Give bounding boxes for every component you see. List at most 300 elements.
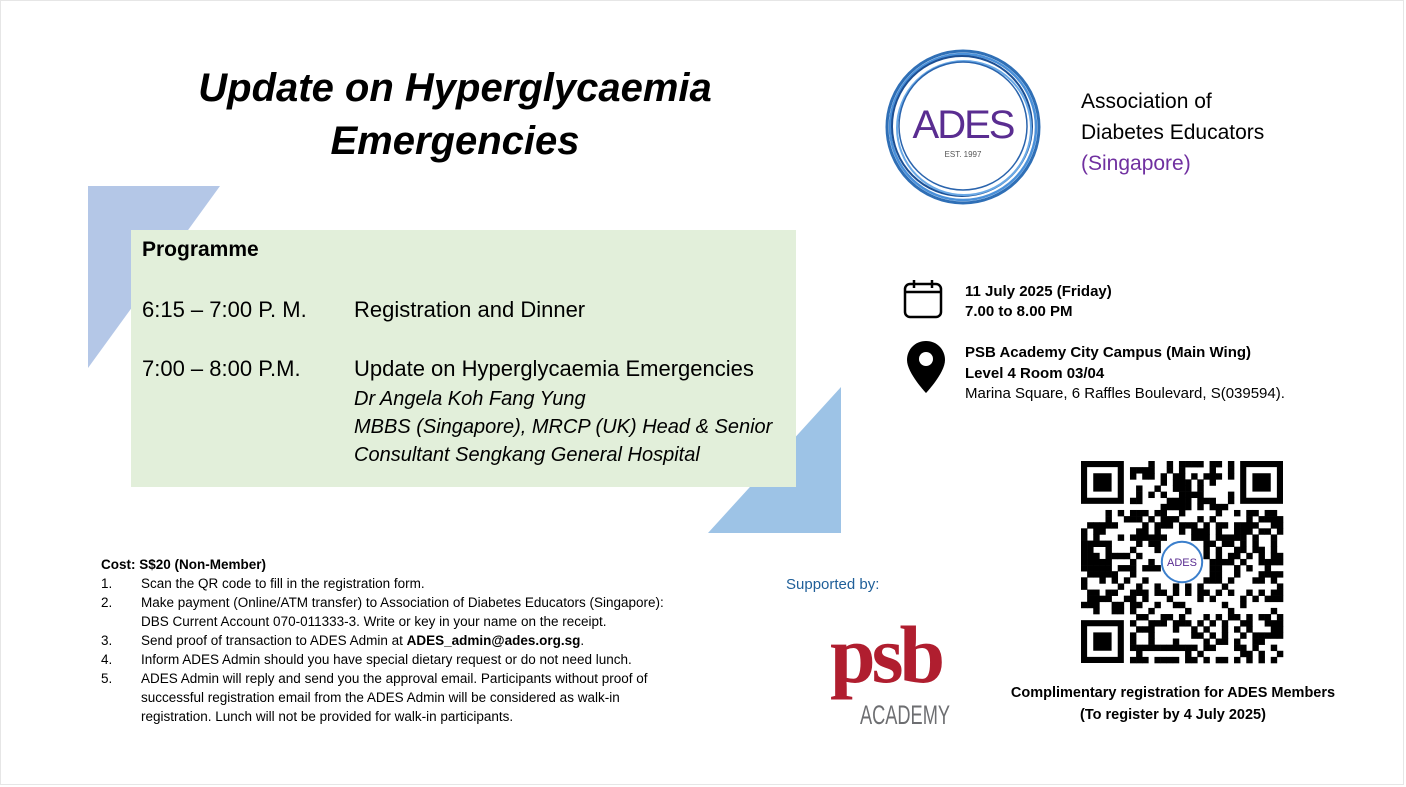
qr-module	[1167, 516, 1173, 522]
qr-module	[1112, 590, 1118, 596]
qr-module	[1112, 571, 1118, 577]
qr-module	[1173, 485, 1179, 491]
qr-module	[1130, 565, 1136, 571]
qr-module	[1271, 590, 1277, 596]
qr-module	[1210, 632, 1216, 638]
qr-module	[1197, 498, 1203, 504]
qr-module	[1246, 651, 1252, 657]
qr-module	[1142, 614, 1148, 620]
event-venue: PSB Academy City Campus (Main Wing)	[965, 344, 1252, 361]
qr-module	[1161, 516, 1167, 522]
qr-module	[1234, 553, 1240, 559]
qr-module	[1259, 632, 1265, 638]
qr-module	[1136, 583, 1142, 589]
qr-module	[1179, 479, 1185, 485]
qr-module	[1087, 559, 1093, 565]
qr-module	[1228, 590, 1234, 596]
qr-module	[1093, 571, 1099, 577]
qr-module	[1216, 510, 1222, 516]
organization-name-line-2: Diabetes Educators	[1081, 121, 1265, 144]
qr-module	[1081, 547, 1087, 553]
qr-module	[1148, 534, 1154, 540]
qr-module	[1271, 510, 1277, 516]
qr-module	[1118, 553, 1124, 559]
qr-module	[1240, 620, 1246, 626]
qr-module	[1093, 602, 1099, 608]
qr-module	[1210, 504, 1216, 510]
qr-module	[1216, 553, 1222, 559]
qr-module	[1173, 626, 1179, 632]
qr-module	[1210, 565, 1216, 571]
qr-module	[1271, 626, 1277, 632]
registration-qr-code[interactable]	[1081, 461, 1283, 663]
qr-module	[1265, 565, 1271, 571]
qr-module	[1271, 632, 1277, 638]
cost-section	[101, 555, 741, 726]
qr-module	[1179, 485, 1185, 491]
qr-module	[1099, 577, 1105, 583]
qr-module	[1197, 528, 1203, 534]
qr-module	[1271, 620, 1277, 626]
qr-module	[1277, 522, 1283, 528]
qr-module	[1173, 602, 1179, 608]
qr-module	[1179, 645, 1185, 651]
cost-title: Cost: S$20 (Non-Member)	[101, 557, 267, 572]
step-text: Scan the QR code to fill in the registration form.	[141, 576, 425, 591]
calendar-icon	[903, 279, 943, 319]
qr-module	[1259, 577, 1265, 583]
ades-logo-text: ADES	[912, 103, 1014, 147]
qr-module	[1185, 522, 1191, 528]
qr-module	[1246, 614, 1252, 620]
qr-module	[1105, 596, 1111, 602]
qr-module	[1197, 534, 1203, 540]
qr-module	[1216, 657, 1222, 663]
qr-module	[1185, 645, 1191, 651]
qr-module	[1142, 467, 1148, 473]
qr-module	[1228, 473, 1234, 479]
qr-module	[1265, 516, 1271, 522]
qr-module	[1259, 657, 1265, 663]
qr-module	[1154, 645, 1160, 651]
qr-module	[1081, 565, 1087, 571]
qr-module	[1246, 553, 1252, 559]
event-date: 11 July 2025 (Friday)	[965, 283, 1112, 300]
qr-module	[1252, 645, 1258, 651]
map-pin-icon	[906, 340, 946, 394]
qr-module	[1185, 651, 1191, 657]
qr-module	[1210, 596, 1216, 602]
qr-module	[1228, 492, 1234, 498]
qr-module	[1277, 626, 1283, 632]
qr-module	[1136, 528, 1142, 534]
speaker-credentials-1: MBBS (Singapore), MRCP (UK) Head & Senior	[354, 416, 773, 438]
qr-module	[1203, 528, 1209, 534]
qr-module	[1124, 516, 1130, 522]
qr-module	[1148, 626, 1154, 632]
qr-module	[1234, 534, 1240, 540]
qr-module	[1118, 510, 1124, 516]
qr-module	[1216, 559, 1222, 565]
qr-module	[1210, 461, 1216, 467]
qr-module	[1154, 534, 1160, 540]
qr-module	[1081, 553, 1087, 559]
qr-module	[1277, 528, 1283, 534]
qr-module	[1265, 596, 1271, 602]
qr-module	[1112, 577, 1118, 583]
qr-module	[1191, 522, 1197, 528]
qr-module	[1203, 498, 1209, 504]
qr-module	[1240, 651, 1246, 657]
qr-module	[1240, 559, 1246, 565]
qr-module	[1179, 498, 1185, 504]
qr-module	[1130, 516, 1136, 522]
qr-module	[1118, 602, 1124, 608]
qr-module	[1277, 632, 1283, 638]
qr-module	[1197, 492, 1203, 498]
qr-module	[1142, 626, 1148, 632]
qr-module	[1081, 577, 1087, 583]
qr-module	[1167, 504, 1173, 510]
qr-module	[1161, 492, 1167, 498]
qr-module	[1136, 467, 1142, 473]
qr-module	[1142, 596, 1148, 602]
qr-module	[1246, 657, 1252, 663]
qr-module	[1240, 602, 1246, 608]
qr-module	[1173, 620, 1179, 626]
qr-module	[1087, 590, 1093, 596]
qr-module	[1124, 577, 1130, 583]
qr-module	[1240, 528, 1246, 534]
qr-module	[1228, 608, 1234, 614]
qr-module	[1154, 541, 1160, 547]
qr-module	[1203, 590, 1209, 596]
qr-module	[1210, 541, 1216, 547]
qr-module	[1259, 559, 1265, 565]
qr-module	[1228, 541, 1234, 547]
qr-module	[1185, 608, 1191, 614]
qr-module	[1130, 467, 1136, 473]
step-number: 1.	[101, 576, 113, 591]
qr-module	[1203, 645, 1209, 651]
qr-module	[1081, 602, 1087, 608]
qr-module	[1099, 541, 1105, 547]
qr-module	[1252, 547, 1258, 553]
title-line-2: Emergencies	[330, 119, 580, 163]
qr-module	[1087, 541, 1093, 547]
qr-module	[1271, 541, 1277, 547]
qr-module	[1271, 559, 1277, 565]
qr-module	[1259, 553, 1265, 559]
qr-module	[1087, 565, 1093, 571]
qr-module	[1203, 541, 1209, 547]
qr-module	[1222, 522, 1228, 528]
qr-module	[1148, 565, 1154, 571]
qr-module	[1197, 516, 1203, 522]
qr-module	[1167, 522, 1173, 528]
qr-module	[1179, 510, 1185, 516]
qr-module	[1105, 559, 1111, 565]
qr-module	[1081, 528, 1087, 534]
qr-module	[1087, 596, 1093, 602]
qr-module	[1222, 602, 1228, 608]
qr-module	[1222, 583, 1228, 589]
qr-module	[1118, 565, 1124, 571]
qr-module	[1093, 608, 1099, 614]
qr-module	[1136, 614, 1142, 620]
qr-module	[1179, 492, 1185, 498]
programme-time-1: 6:15 – 7:00 P. M.	[142, 297, 307, 322]
qr-module	[1099, 571, 1105, 577]
step-number: 4.	[101, 652, 113, 667]
qr-module	[1093, 528, 1099, 534]
qr-module	[1179, 528, 1185, 534]
qr-module	[1203, 639, 1209, 645]
qr-module	[1173, 639, 1179, 645]
qr-center-logo-text: ADES	[1167, 557, 1197, 569]
qr-module	[1118, 608, 1124, 614]
qr-module	[1191, 626, 1197, 632]
qr-module	[1130, 534, 1136, 540]
qr-module	[1154, 602, 1160, 608]
qr-module	[1203, 547, 1209, 553]
qr-module	[1197, 461, 1203, 467]
qr-module	[1087, 571, 1093, 577]
qr-module	[1148, 620, 1154, 626]
qr-module	[1252, 639, 1258, 645]
qr-module	[1216, 534, 1222, 540]
qr-module	[1185, 498, 1191, 504]
qr-module	[1130, 559, 1136, 565]
qr-module	[1271, 577, 1277, 583]
qr-finder	[1093, 632, 1111, 650]
step-text: Make payment (Online/ATM transfer) to Association of Diabetes Educators (Singapore):	[141, 595, 664, 610]
qr-module	[1136, 498, 1142, 504]
qr-module	[1240, 645, 1246, 651]
qr-module	[1161, 510, 1167, 516]
qr-module	[1105, 510, 1111, 516]
qr-module	[1197, 596, 1203, 602]
qr-module	[1142, 590, 1148, 596]
qr-module	[1228, 614, 1234, 620]
qr-module	[1185, 657, 1191, 663]
qr-module	[1222, 657, 1228, 663]
qr-module	[1259, 528, 1265, 534]
step-text: Inform ADES Admin should you have special dietary request or do not need lunch.	[141, 652, 632, 667]
programme-heading: Programme	[142, 238, 259, 261]
qr-module	[1099, 596, 1105, 602]
step-4	[101, 650, 741, 669]
qr-module	[1105, 571, 1111, 577]
qr-module	[1161, 645, 1167, 651]
qr-module	[1210, 498, 1216, 504]
qr-module	[1216, 577, 1222, 583]
qr-module	[1124, 565, 1130, 571]
qr-module	[1173, 504, 1179, 510]
qr-module	[1130, 498, 1136, 504]
step-text: registration. Lunch will not be provided for walk-in participants.	[141, 709, 514, 724]
qr-module	[1234, 528, 1240, 534]
qr-module	[1191, 657, 1197, 663]
qr-module	[1240, 596, 1246, 602]
qr-module	[1148, 639, 1154, 645]
qr-module	[1154, 485, 1160, 491]
supported-by-label: Supported by:	[786, 576, 880, 593]
qr-module	[1222, 632, 1228, 638]
qr-module	[1246, 565, 1252, 571]
qr-module	[1191, 492, 1197, 498]
qr-module	[1210, 645, 1216, 651]
qr-module	[1216, 473, 1222, 479]
qr-module	[1210, 479, 1216, 485]
qr-module	[1136, 534, 1142, 540]
qr-module	[1142, 510, 1148, 516]
qr-module	[1124, 553, 1130, 559]
qr-module	[1228, 577, 1234, 583]
qr-module	[1265, 632, 1271, 638]
event-address: Marina Square, 6 Raffles Boulevard, S(039594).	[965, 385, 1285, 402]
qr-module	[1240, 534, 1246, 540]
qr-module	[1234, 639, 1240, 645]
qr-module	[1087, 547, 1093, 553]
qr-module	[1081, 534, 1087, 540]
qr-module	[1216, 528, 1222, 534]
qr-module	[1265, 614, 1271, 620]
qr-module	[1099, 528, 1105, 534]
qr-module	[1203, 657, 1209, 663]
qr-module	[1216, 614, 1222, 620]
qr-module	[1210, 559, 1216, 565]
qr-module	[1210, 467, 1216, 473]
qr-module	[1240, 522, 1246, 528]
qr-module	[1277, 571, 1283, 577]
qr-module	[1185, 461, 1191, 467]
step-3	[101, 631, 741, 650]
qr-module	[1277, 583, 1283, 589]
qr-module	[1130, 608, 1136, 614]
step-number: 5.	[101, 671, 113, 686]
qr-module	[1148, 473, 1154, 479]
qr-module	[1228, 553, 1234, 559]
qr-module	[1130, 645, 1136, 651]
event-room: Level 4 Room 03/04	[965, 365, 1105, 382]
title-line-1: Update on Hyperglycaemia	[198, 66, 712, 110]
qr-module	[1271, 534, 1277, 540]
qr-module	[1142, 473, 1148, 479]
qr-module	[1148, 559, 1154, 565]
qr-module	[1118, 583, 1124, 589]
qr-module	[1130, 473, 1136, 479]
qr-module	[1130, 596, 1136, 602]
step-1	[101, 574, 741, 593]
qr-module	[1142, 577, 1148, 583]
qr-module	[1271, 596, 1277, 602]
qr-module	[1259, 614, 1265, 620]
qr-module	[1093, 590, 1099, 596]
qr-module	[1210, 473, 1216, 479]
qr-module	[1222, 541, 1228, 547]
qr-module	[1222, 626, 1228, 632]
qr-module	[1173, 657, 1179, 663]
qr-module	[1259, 590, 1265, 596]
registration-caption-line-1: Complimentary registration for ADES Members	[1010, 685, 1336, 701]
qr-module	[1161, 614, 1167, 620]
qr-module	[1234, 645, 1240, 651]
qr-module	[1093, 534, 1099, 540]
admin-email-link[interactable]: ADES_admin@ades.org.sg	[406, 633, 581, 648]
qr-module	[1179, 602, 1185, 608]
qr-module	[1222, 559, 1228, 565]
organization-name	[1081, 86, 1264, 179]
qr-module	[1136, 492, 1142, 498]
qr-module	[1179, 522, 1185, 528]
qr-module	[1271, 553, 1277, 559]
step-text: successful registration email from the ADES Admin will be considered as walk-in	[141, 690, 620, 705]
qr-module	[1246, 516, 1252, 522]
qr-module	[1222, 620, 1228, 626]
qr-module	[1234, 510, 1240, 516]
qr-module	[1105, 547, 1111, 553]
qr-module	[1087, 553, 1093, 559]
qr-module	[1154, 547, 1160, 553]
qr-module	[1271, 547, 1277, 553]
qr-module	[1167, 657, 1173, 663]
qr-module	[1228, 534, 1234, 540]
qr-module	[1136, 516, 1142, 522]
qr-module	[1271, 522, 1277, 528]
qr-module	[1167, 498, 1173, 504]
qr-module	[1277, 559, 1283, 565]
qr-module	[1148, 632, 1154, 638]
qr-module	[1093, 553, 1099, 559]
qr-module	[1210, 571, 1216, 577]
qr-module	[1130, 657, 1136, 663]
qr-module	[1093, 559, 1099, 565]
qr-module	[1240, 632, 1246, 638]
qr-module	[1185, 590, 1191, 596]
qr-module	[1265, 510, 1271, 516]
qr-module	[1265, 528, 1271, 534]
qr-module	[1265, 620, 1271, 626]
qr-module	[1271, 516, 1277, 522]
qr-module	[1161, 473, 1167, 479]
qr-module	[1271, 608, 1277, 614]
qr-module	[1234, 522, 1240, 528]
qr-module	[1093, 522, 1099, 528]
step-2	[101, 593, 741, 631]
qr-module	[1246, 626, 1252, 632]
psb-academy-logo	[830, 604, 952, 728]
qr-module	[1234, 626, 1240, 632]
qr-module	[1142, 645, 1148, 651]
qr-module	[1167, 467, 1173, 473]
qr-module	[1136, 541, 1142, 547]
qr-module	[1105, 553, 1111, 559]
qr-module	[1191, 461, 1197, 467]
qr-module	[1130, 620, 1136, 626]
qr-module	[1130, 632, 1136, 638]
qr-module	[1277, 516, 1283, 522]
qr-module	[1161, 522, 1167, 528]
qr-module	[1154, 528, 1160, 534]
qr-module	[1259, 571, 1265, 577]
qr-module	[1203, 626, 1209, 632]
qr-module	[1185, 485, 1191, 491]
qr-module	[1210, 620, 1216, 626]
qr-module	[1191, 632, 1197, 638]
qr-module	[1173, 479, 1179, 485]
qr-module	[1216, 571, 1222, 577]
